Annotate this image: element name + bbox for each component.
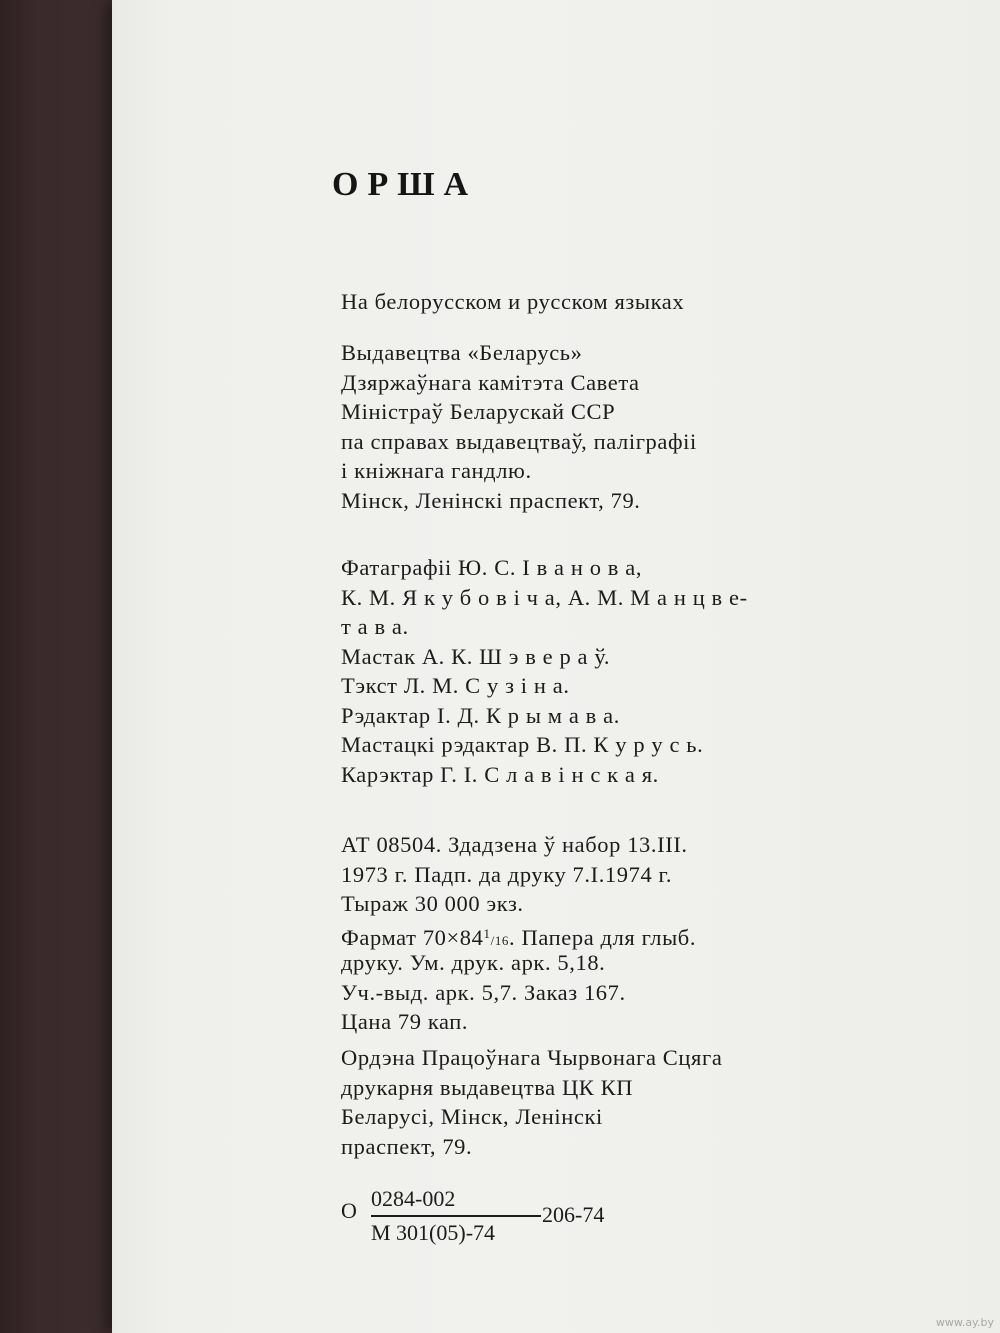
print-data-line: Тыраж 30 000 экз. (341, 891, 524, 916)
printer-line: Беларусі, Мінск, Ленінскі (341, 1104, 603, 1129)
print-data-line: друку. Ум. друк. арк. 5,18. (341, 950, 606, 975)
language-note-line: На белорусском и русском языках (341, 289, 685, 314)
format-superscript: 1 (483, 925, 491, 941)
credits-line: Карэктар Г. І. С л а в і н с к а я. (341, 761, 659, 787)
print-data-block (341, 830, 696, 1037)
credits-line: Тэкст Л. М. С у з і н а. (341, 673, 570, 698)
language-note (341, 287, 684, 317)
catalog-code-numerator: 0284-002 (371, 1186, 456, 1211)
print-data-line: Уч.-выд. арк. 5,7. Заказ 167. (341, 979, 626, 1005)
printer-line: праспект, 79. (341, 1133, 473, 1159)
publisher-line: Дзяржаўнага камітэта Савета (341, 369, 640, 395)
printer-line: друкарня выдавецтва ЦК КП (341, 1074, 634, 1100)
publisher-line: па справах выдавецтваў, паліграфіі (341, 428, 697, 454)
book-page (112, 0, 1000, 1333)
credits-line: Фатаграфіі Ю. С. І в а н о в а, (341, 555, 643, 580)
catalog-code-prefix: О (341, 1198, 357, 1223)
site-watermark: www.ay.by (935, 1316, 994, 1329)
book-title: ОРША (332, 166, 478, 203)
print-data-line: АТ 08504. Здадзена ў набор 13.III. (341, 832, 688, 857)
publisher-line: і кніжнага гандлю. (341, 458, 532, 483)
format-prefix: Фармат 70×84 (341, 924, 484, 950)
printer-line: Ордэна Працоўнага Чырвонага Сцяга (341, 1045, 723, 1070)
catalog-code-fraction-rule (371, 1215, 541, 1217)
catalog-code (341, 1186, 641, 1246)
printer-block (341, 1043, 722, 1161)
format-subscript: /16 (490, 932, 510, 948)
format-line (341, 919, 696, 949)
print-data-line: 1973 г. Падп. да друку 7.I.1974 г. (341, 861, 673, 887)
credits-line: т а в а. (341, 614, 409, 639)
price-line: Цана 79 кап. (341, 1009, 469, 1034)
credits-line: Рэдактар І. Д. К р ы м а в а. (341, 702, 620, 728)
publisher-line: Міністраў Беларускай ССР (341, 399, 616, 424)
credits-line: Мастак А. К. Ш э в е р а ў. (341, 643, 611, 669)
catalog-code-suffix: 206-74 (542, 1202, 605, 1227)
credits-line: Мастацкі рэдактар В. П. К у р у с ь. (341, 732, 704, 757)
format-rest: . Папера для глыб. (509, 924, 697, 950)
publisher-line: Мінск, Ленінскі праспект, 79. (341, 487, 641, 513)
publisher-line: Выдавецтва «Беларусь» (341, 340, 583, 365)
credits-line: К. М. Я к у б о в і ч а, А. М. М а н ц в е- (341, 584, 748, 610)
catalog-code-denominator: М 301(05)-74 (371, 1220, 496, 1245)
publisher-block (341, 338, 697, 515)
credits-block (341, 553, 748, 789)
